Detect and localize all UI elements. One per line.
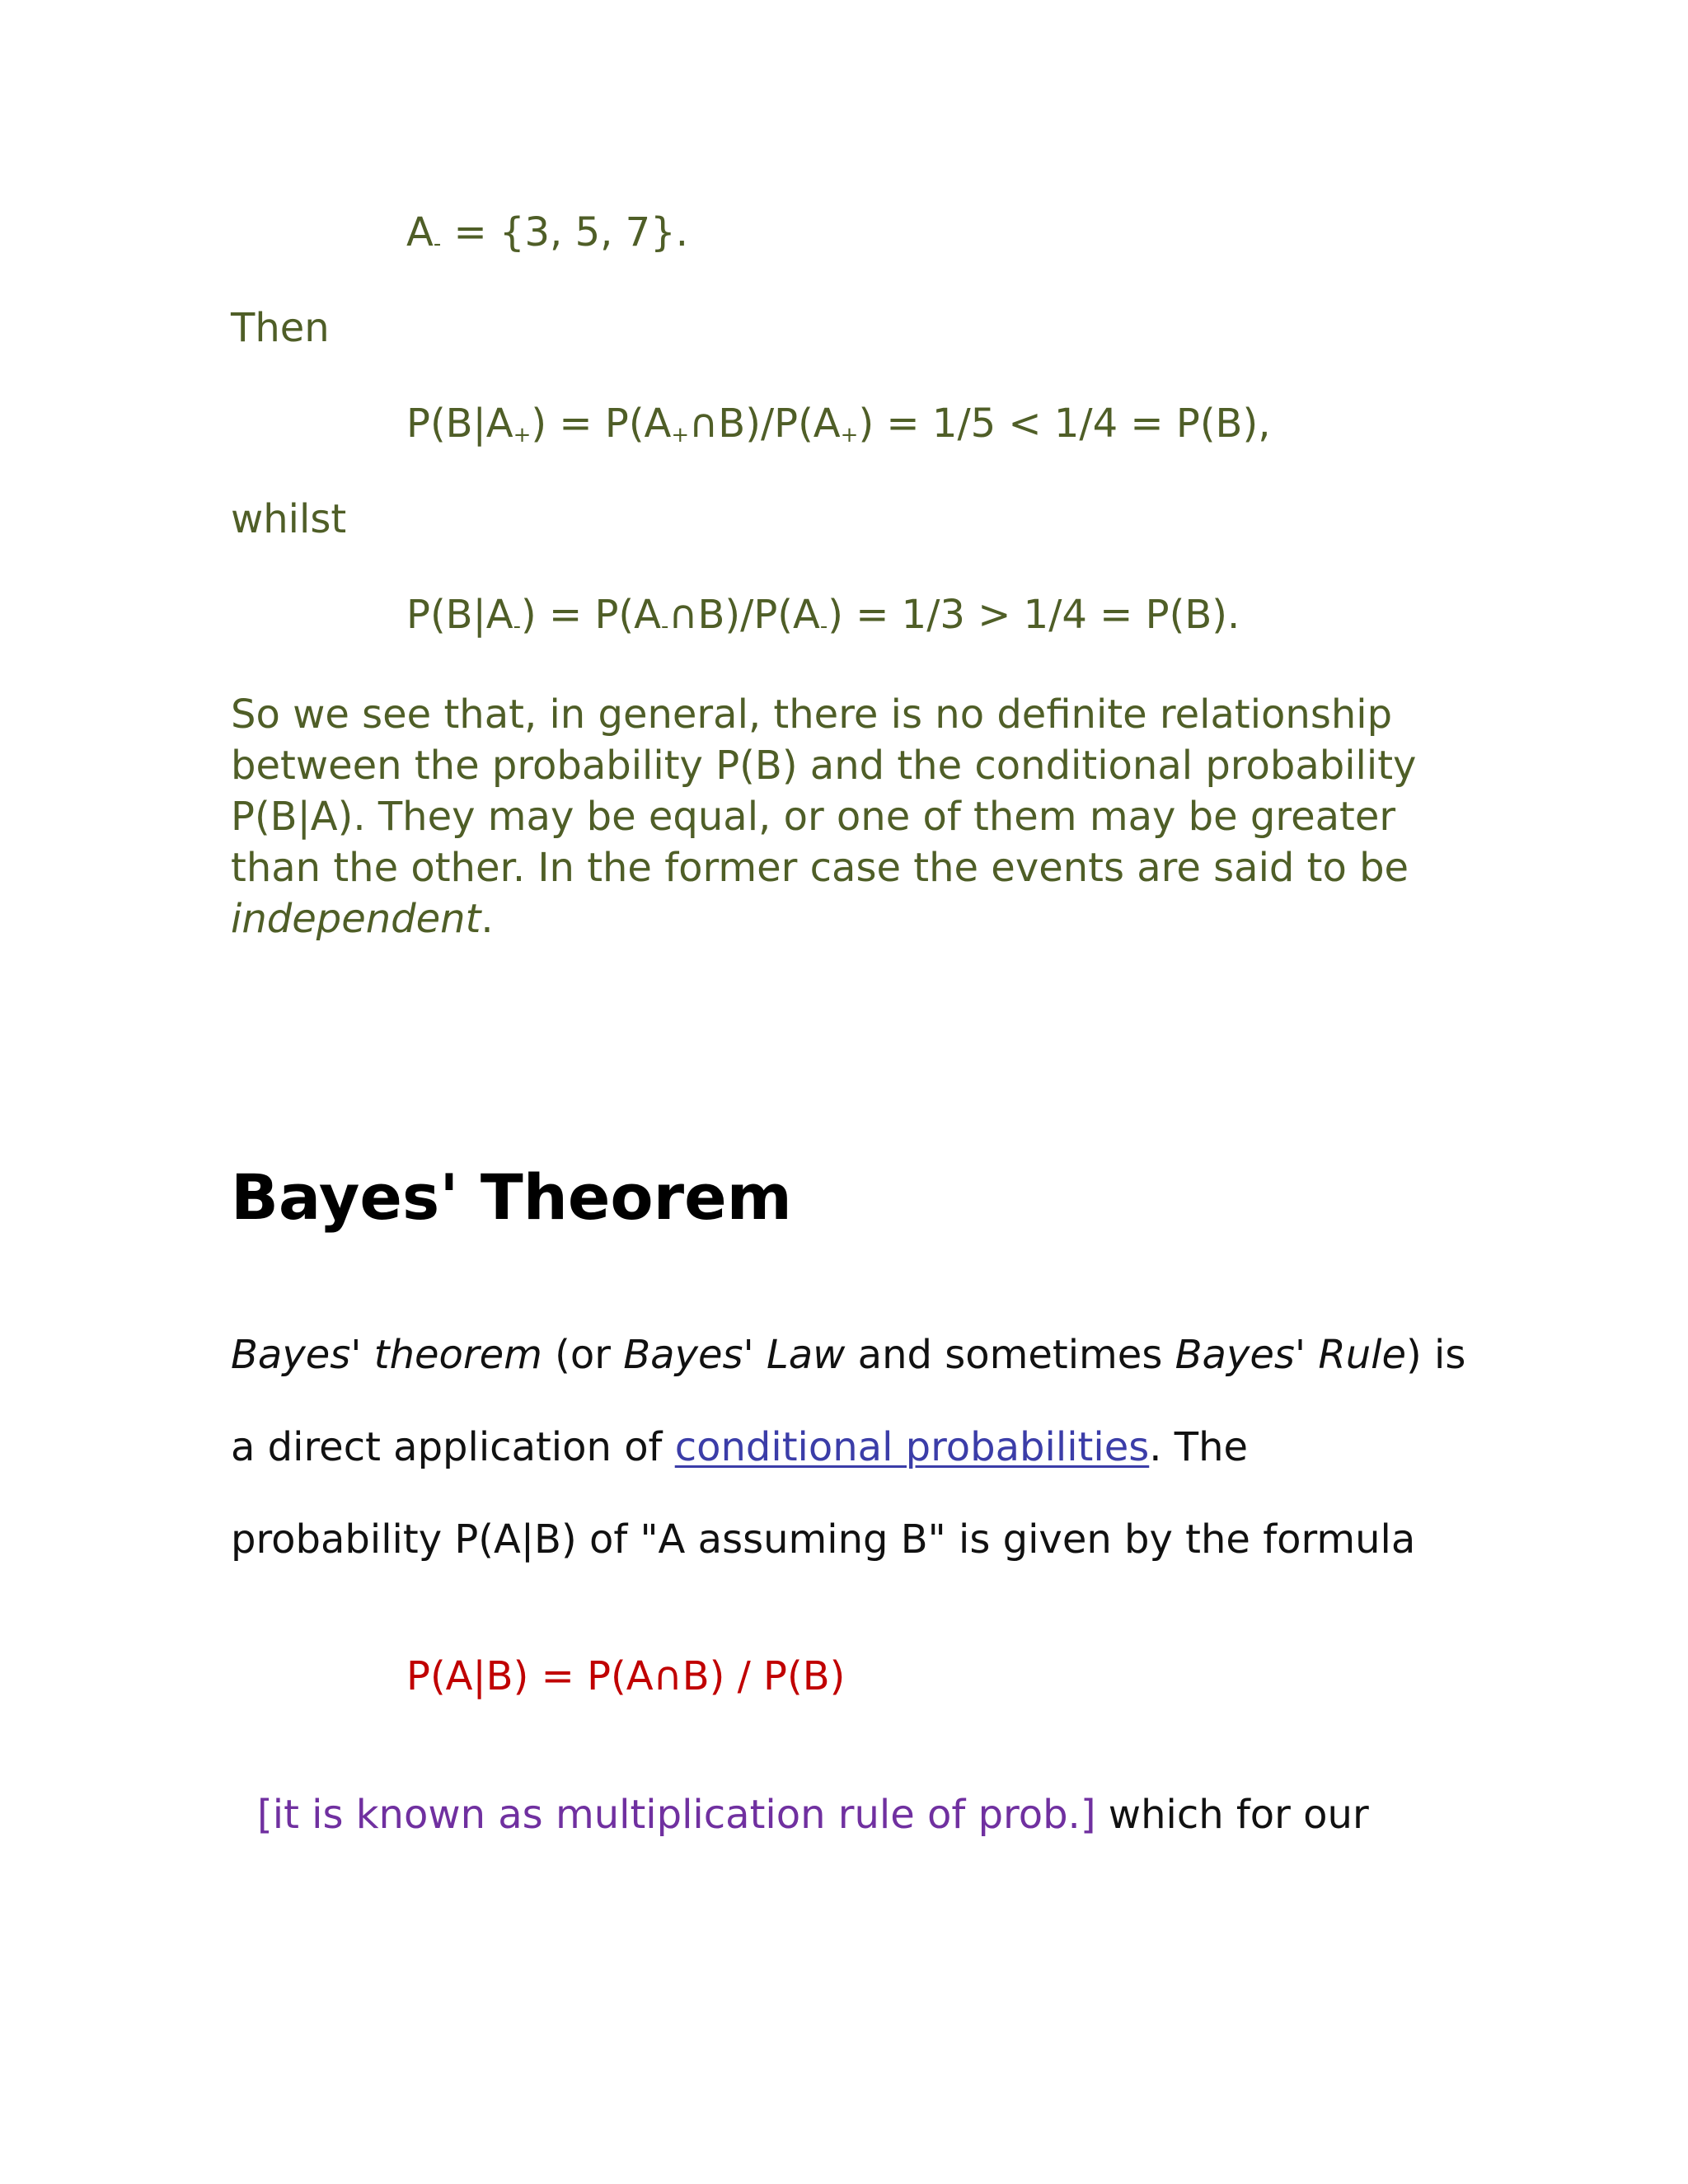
bayes-formula: P(A|B) = P(A∩B) / P(B) (406, 1653, 846, 1699)
whilst-label: whilst (231, 496, 347, 542)
section-heading: Bayes' Theorem (231, 1160, 792, 1234)
eq-text: = {3, 5, 7}. (441, 209, 688, 255)
intro-text: a direct application of (231, 1424, 675, 1470)
multiplication-rule-note: [it is known as multiplication rule of prob.] (257, 1792, 1096, 1838)
eq-subscript: + (840, 423, 859, 448)
intro-text: . The (1149, 1424, 1249, 1470)
eq-text: ) = P(A (531, 401, 672, 447)
intro-line-2 (231, 1424, 1248, 1470)
summary-end: . (481, 896, 494, 942)
eq-text: A (406, 209, 434, 255)
conditional-probabilities-link[interactable]: conditional probabilities (674, 1424, 1150, 1470)
intro-line-1 (231, 1332, 1465, 1378)
summary-italic-term: independent (231, 896, 481, 942)
note-line (257, 1792, 1369, 1838)
eq-text: P(B|A (406, 401, 513, 447)
eq-text: ∩B)/P(A (668, 592, 820, 638)
intro-term: Bayes' Rule (1175, 1332, 1406, 1378)
eq-text: ∩B)/P(A (689, 401, 841, 447)
intro-term: Bayes' Law (623, 1332, 846, 1378)
intro-text: (or (542, 1332, 624, 1378)
summary-text: So we see that, in general, there is no definite relationship between the probability P(B) and the conditional probability P(B|A). They may be equal, or one of them may be greater than the other. In the former case the events are said to be (231, 691, 1417, 891)
eq-subscript: - (513, 614, 521, 639)
eq-text: ) = P(A (521, 592, 661, 638)
intro-line-3: probability P(A|B) of "A assuming B" is given by the formula (231, 1516, 1416, 1563)
eq-text: ) = 1/3 > 1/4 = P(B). (828, 592, 1240, 638)
eq-text: P(B|A (406, 592, 513, 638)
equation-a-minus-conditional (406, 592, 1240, 638)
summary-paragraph (231, 689, 1451, 944)
eq-subscript: - (433, 232, 442, 256)
intro-text: ) is (1406, 1332, 1466, 1378)
eq-subscript: - (819, 614, 828, 639)
eq-subscript: + (513, 423, 532, 448)
eq-text: ) = 1/5 < 1/4 = P(B), (858, 401, 1271, 447)
intro-term: Bayes' theorem (231, 1332, 542, 1378)
then-label: Then (231, 305, 330, 351)
eq-subscript: + (671, 423, 690, 448)
intro-text: and sometimes (845, 1332, 1175, 1378)
eq-subscript: - (660, 614, 669, 639)
note-text: which for our (1095, 1792, 1369, 1838)
equation-a-minus (406, 209, 688, 255)
equation-a-plus (406, 401, 1270, 447)
